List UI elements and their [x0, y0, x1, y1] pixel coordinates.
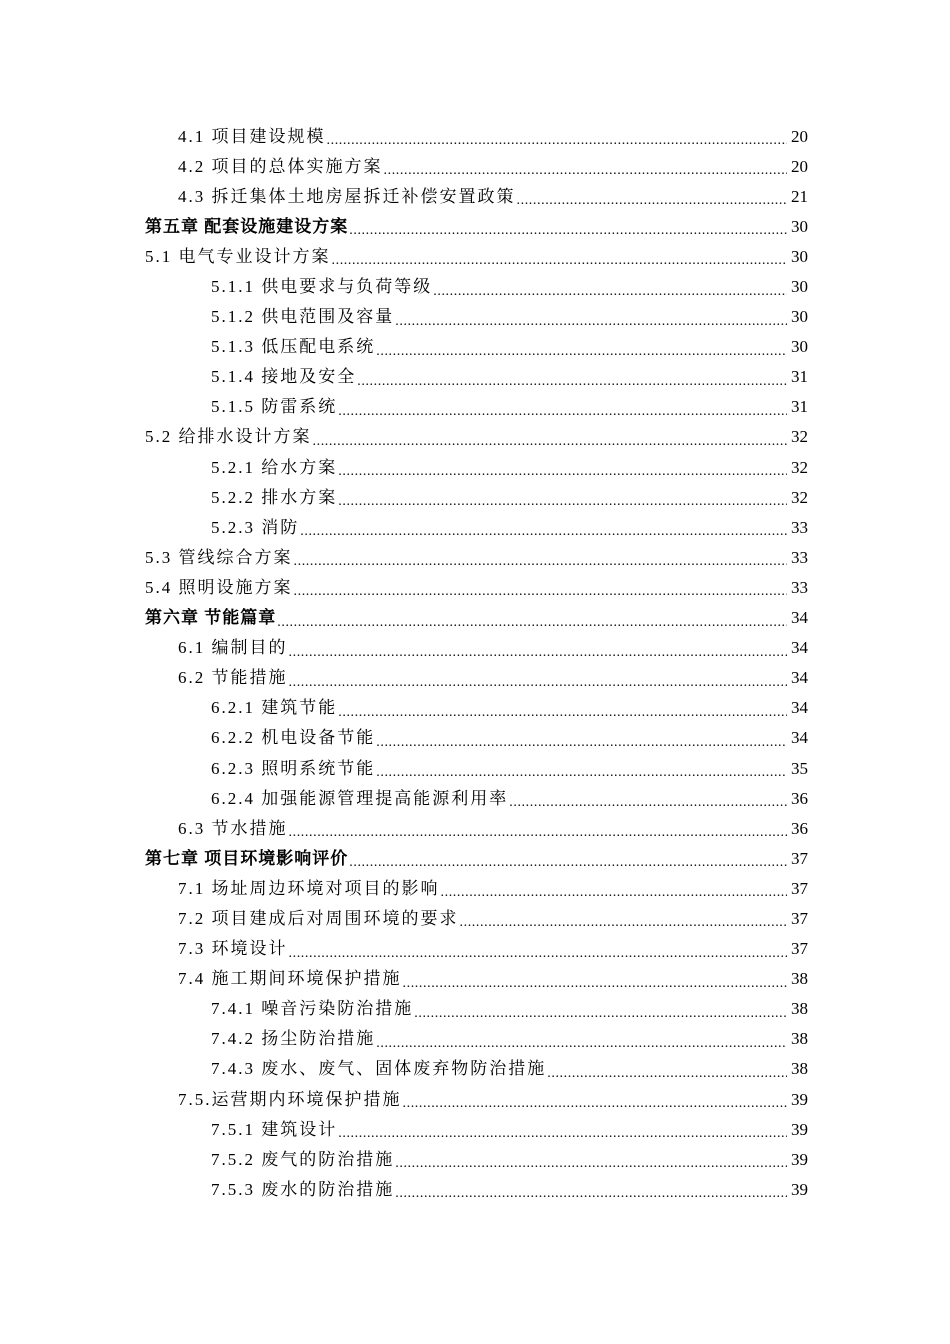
- toc-dot-leader: [300, 521, 787, 539]
- toc-dot-leader: [277, 612, 787, 630]
- toc-dot-leader: [403, 1093, 788, 1111]
- toc-entry[interactable]: [145, 422, 808, 452]
- toc-entry-label: 6.2.2 机电设备节能: [211, 728, 376, 748]
- toc-dot-leader: [349, 220, 787, 238]
- toc-page-number: 30: [791, 216, 808, 236]
- toc-page-number: 39: [791, 1089, 808, 1109]
- toc-entry-label: 6.2.1 建筑节能: [211, 698, 338, 718]
- toc-entry[interactable]: [145, 934, 808, 964]
- toc-page-number: 34: [791, 668, 808, 688]
- toc-page-number: 31: [791, 397, 808, 417]
- toc-entry[interactable]: [145, 241, 808, 271]
- toc-page-number: 30: [791, 337, 808, 357]
- toc-entry[interactable]: [145, 723, 808, 753]
- toc-page-number: 37: [791, 878, 808, 898]
- toc-page-number: 39: [791, 1179, 808, 1199]
- toc-entry[interactable]: [145, 1174, 808, 1204]
- toc-dot-leader: [433, 281, 787, 299]
- toc-entry-label: 7.5.1 建筑设计: [211, 1119, 338, 1139]
- toc-entry[interactable]: [145, 1054, 808, 1084]
- toc-entry[interactable]: [145, 994, 808, 1024]
- toc-page-number: 34: [791, 698, 808, 718]
- toc-entry[interactable]: [145, 813, 808, 843]
- toc-page-number: 34: [791, 728, 808, 748]
- toc-entry[interactable]: [145, 873, 808, 903]
- toc-entry-label: 6.1 编制目的: [178, 638, 288, 658]
- toc-dot-leader: [338, 401, 787, 419]
- toc-dot-leader: [313, 431, 788, 449]
- toc-page-number: 33: [791, 547, 808, 567]
- toc-dot-leader: [441, 882, 788, 900]
- toc-page-number: 36: [791, 818, 808, 838]
- toc-entry[interactable]: [145, 452, 808, 482]
- toc-entry-label: 5.3 管线综合方案: [145, 547, 293, 567]
- toc-dot-leader: [460, 912, 788, 930]
- toc-page-number: 32: [791, 487, 808, 507]
- toc-dot-leader: [349, 852, 787, 870]
- toc-entry-label: 6.2 节能措施: [178, 668, 288, 688]
- toc-entry-label: 5.2.2 排水方案: [211, 487, 338, 507]
- toc-entry-label: 5.1.2 供电范围及容量: [211, 307, 395, 327]
- toc-page-number: 38: [791, 1029, 808, 1049]
- toc-dot-leader: [376, 732, 787, 750]
- toc-dot-leader: [289, 672, 788, 690]
- toc-page-number: 30: [791, 246, 808, 266]
- toc-entry[interactable]: [145, 1114, 808, 1144]
- toc-entry-label: 5.2 给排水设计方案: [145, 427, 312, 447]
- toc-entry-label: 6.2.4 加强能源管理提高能源利用率: [211, 788, 509, 808]
- toc-entry-label: 7.4.1 噪音污染防治措施: [211, 999, 414, 1019]
- toc-page-number: 33: [791, 517, 808, 537]
- toc-dot-leader: [338, 702, 787, 720]
- toc-dot-leader: [395, 311, 787, 329]
- toc-page-number: 36: [791, 788, 808, 808]
- toc-chapter-entry[interactable]: [145, 211, 808, 241]
- toc-page-number: 31: [791, 367, 808, 387]
- toc-entry[interactable]: [145, 332, 808, 362]
- toc-entry-label: 4.3 拆迁集体土地房屋拆迁补偿安置政策: [178, 186, 516, 206]
- toc-page-number: 30: [791, 307, 808, 327]
- toc-entry[interactable]: [145, 693, 808, 723]
- toc-dot-leader: [338, 491, 787, 509]
- toc-entry[interactable]: [145, 302, 808, 332]
- toc-entry-label: 6.2.3 照明系统节能: [211, 758, 376, 778]
- toc-entry-label: 5.1.1 供电要求与负荷等级: [211, 277, 433, 297]
- toc-entry[interactable]: [145, 633, 808, 663]
- toc-entry[interactable]: [145, 271, 808, 301]
- toc-dot-leader: [403, 973, 788, 991]
- toc-page-number: 39: [791, 1149, 808, 1169]
- toc-dot-leader: [376, 1033, 787, 1051]
- toc-entry-label: 7.5.2 废气的防治措施: [211, 1149, 395, 1169]
- toc-entry[interactable]: [145, 1084, 808, 1114]
- toc-page-number: 37: [791, 908, 808, 928]
- toc-dot-leader: [289, 822, 788, 840]
- toc-dot-leader: [384, 160, 788, 178]
- toc-entry-label: 7.2 项目建成后对周围环境的要求: [178, 908, 459, 928]
- toc-entry-label: 5.1.4 接地及安全: [211, 367, 357, 387]
- toc-dot-leader: [395, 1153, 787, 1171]
- toc-entry-label: 5.2.1 给水方案: [211, 457, 338, 477]
- toc-dot-leader: [509, 792, 787, 810]
- toc-page-number: 32: [791, 427, 808, 447]
- toc-entry-label: 7.4 施工期间环境保护措施: [178, 969, 402, 989]
- toc-page-number: 20: [791, 156, 808, 176]
- toc-page-number: 35: [791, 758, 808, 778]
- toc-dot-leader: [327, 130, 788, 148]
- toc-entry[interactable]: [145, 903, 808, 933]
- toc-entry[interactable]: [145, 482, 808, 512]
- toc-dot-leader: [294, 551, 788, 569]
- toc-entry[interactable]: [145, 572, 808, 602]
- toc-entry[interactable]: [145, 663, 808, 693]
- toc-dot-leader: [332, 250, 788, 268]
- toc-entry[interactable]: [145, 512, 808, 542]
- toc-entry[interactable]: [145, 392, 808, 422]
- toc-entry[interactable]: [145, 783, 808, 813]
- toc-dot-leader: [289, 642, 788, 660]
- toc-entry-label: 6.3 节水措施: [178, 818, 288, 838]
- toc-entry-label: 5.1.5 防雷系统: [211, 397, 338, 417]
- toc-entry[interactable]: [145, 151, 808, 181]
- toc-dot-leader: [517, 190, 788, 208]
- toc-page-number: 32: [791, 457, 808, 477]
- toc-dot-leader: [395, 1183, 787, 1201]
- toc-entry-label: 5.1 电气专业设计方案: [145, 246, 331, 266]
- toc-entry[interactable]: [145, 362, 808, 392]
- toc-entry-label: 5.2.3 消防: [211, 517, 300, 537]
- toc-page-number: 34: [791, 608, 808, 628]
- toc-chapter-entry[interactable]: [145, 603, 808, 633]
- toc-entry-label: 7.4.3 废水、废气、固体废弃物防治措施: [211, 1059, 547, 1079]
- toc-page-number: 37: [791, 939, 808, 959]
- toc-entry[interactable]: [145, 1144, 808, 1174]
- toc-page-number: 38: [791, 1059, 808, 1079]
- toc-page-number: 20: [791, 126, 808, 146]
- toc-entry-label: 第七章 项目环境影响评价: [145, 848, 349, 868]
- toc-dot-leader: [547, 1063, 787, 1081]
- toc-entry-label: 7.3 环境设计: [178, 939, 288, 959]
- toc-entry-label: 7.1 场址周边环境对项目的影响: [178, 878, 440, 898]
- toc-entry-label: 4.2 项目的总体实施方案: [178, 156, 383, 176]
- toc-page-number: 34: [791, 638, 808, 658]
- toc-dot-leader: [338, 1123, 787, 1141]
- toc-entry[interactable]: [145, 964, 808, 994]
- toc-dot-leader: [338, 461, 787, 479]
- toc-chapter-entry[interactable]: [145, 843, 808, 873]
- toc-entry-label: 4.1 项目建设规模: [178, 126, 326, 146]
- toc-dot-leader: [414, 1003, 787, 1021]
- toc-entry-label: 第六章 节能篇章: [145, 608, 277, 628]
- toc-page-number: 30: [791, 277, 808, 297]
- toc-dot-leader: [289, 943, 788, 961]
- toc-page-number: 37: [791, 848, 808, 868]
- toc-entry[interactable]: [145, 542, 808, 572]
- toc-page-number: 38: [791, 969, 808, 989]
- toc-page-number: 38: [791, 999, 808, 1019]
- table-of-contents: [145, 121, 808, 1204]
- toc-entry-label: 5.1.3 低压配电系统: [211, 337, 376, 357]
- toc-page-number: 33: [791, 577, 808, 597]
- toc-dot-leader: [376, 762, 787, 780]
- toc-entry[interactable]: [145, 181, 808, 211]
- toc-dot-leader: [357, 371, 787, 389]
- toc-entry-label: 5.4 照明设施方案: [145, 577, 293, 597]
- toc-page-number: 39: [791, 1119, 808, 1139]
- toc-entry-label: 7.4.2 扬尘防治措施: [211, 1029, 376, 1049]
- toc-entry-label: 7.5.3 废水的防治措施: [211, 1179, 395, 1199]
- toc-entry[interactable]: [145, 1024, 808, 1054]
- toc-entry[interactable]: [145, 753, 808, 783]
- toc-entry-label: 第五章 配套设施建设方案: [145, 216, 349, 236]
- toc-dot-leader: [294, 581, 788, 599]
- toc-entry-label: 7.5.运营期内环境保护措施: [178, 1089, 402, 1109]
- toc-dot-leader: [376, 341, 787, 359]
- toc-page-number: 21: [791, 186, 808, 206]
- toc-entry[interactable]: [145, 121, 808, 151]
